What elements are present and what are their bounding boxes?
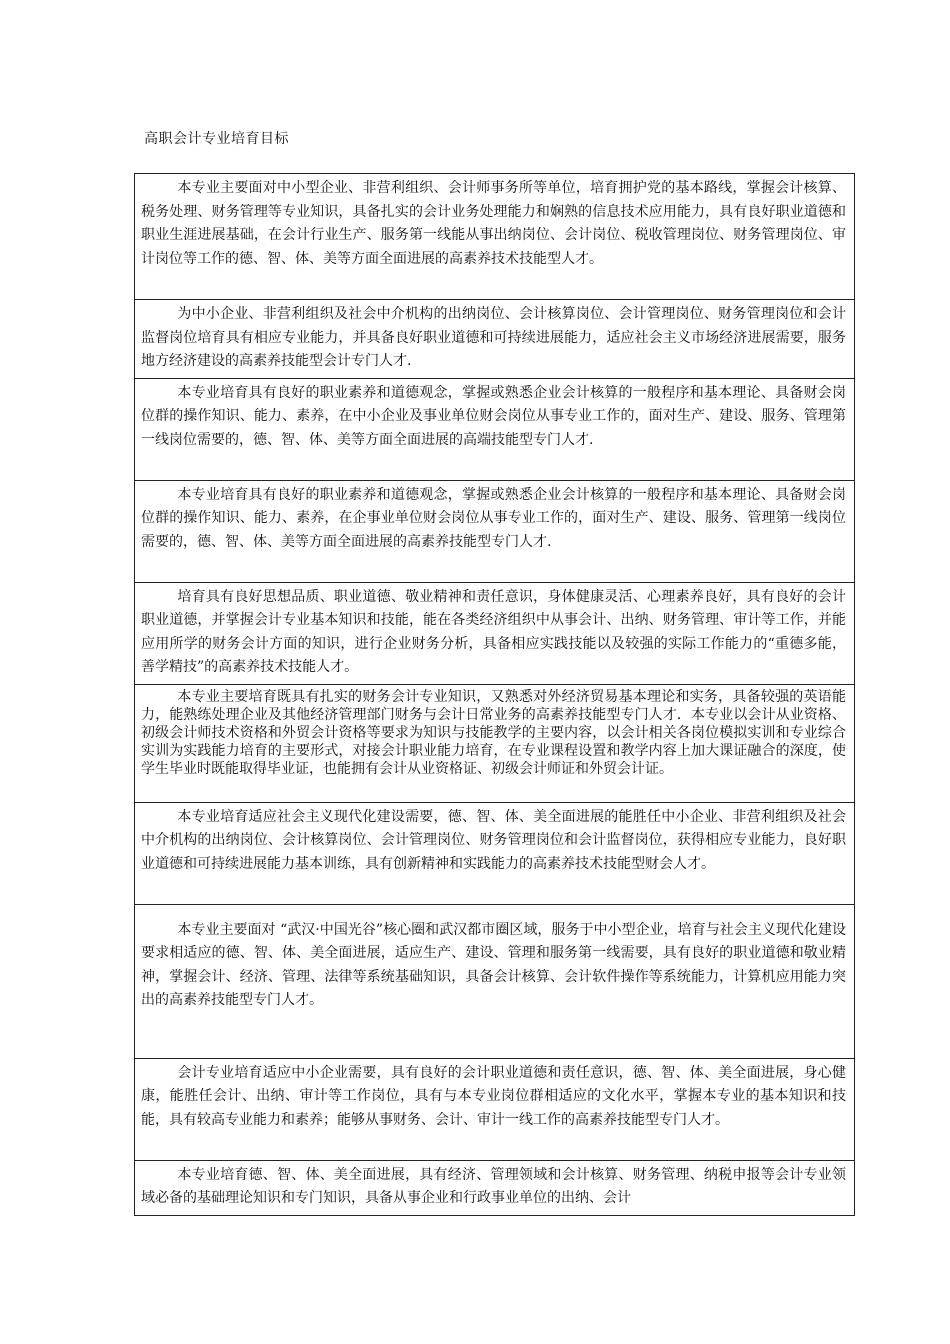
table-cell — [135, 802, 855, 904]
table-cell — [135, 582, 855, 684]
goal-text: 培育具有良好思想品质、职业道德、敬业精神和责任意识，身体健康灵活、心理素养良好，具有良好的会计职业道德，并掌握会计专业基本知识和技能，能在各类经济组织中从事会计、出纳、财务管理、审计等工作，并能应用所学的财务会计方面的知识，进行企业财务分析，具备相应实践技能以及较强的实际工作能力的“重德多能，善学精技”的高素养技术技能人才。 — [141, 588, 846, 675]
table-row — [135, 802, 855, 904]
table-row — [135, 904, 855, 1058]
goal-text: 本专业培育具有良好的职业素养和道德观念，掌握或熟悉企业会计核算的一般程序和基本理论、具备财会岗位群的操作知识、能力、素养，在中小企业及事业单位财会岗位从事专业工作的，面对生产、建设、服务、管理第一线岗位需要的，德、智、体、美等方面全面进展的高端技能型专门人才. — [141, 384, 846, 448]
table-row — [135, 684, 855, 802]
table-row — [135, 300, 855, 379]
goals-table — [134, 173, 855, 1216]
table-row — [135, 1160, 855, 1215]
goal-text: 本专业主要面对 “武汉·中国光谷”核心圈和武汉都市圈区域，服务于中小型企业，培育与社会主义现代化建设要求相适应的德、智、体、美全面进展，适应生产、建设、管理和服务第一线需要，具有良好的职业道德和敬业精神，掌握会计、经济、管理、法律等系统基础知识，具备会计核算、会计软件操作等系统能力，计算机应用能力突出的高素养技能型专门人才。 — [141, 921, 846, 1008]
table-cell — [135, 174, 855, 300]
goal-text: 本专业主要面对中小型企业、非营利组织、会计师事务所等单位，培育拥护党的基本路线，掌握会计核算、税务处理、财务管理等专业知识，具备扎实的会计业务处理能力和娴熟的信息技术应用能力，具有良好职业道德和职业生涯进展基础，在会计行业生产、服务第一线能从事出纳岗位、会计岗位、税收管理岗位、财务管理岗位、审计岗位等工作的德、智、体、美等方面全面进展的高素养技术技能型人才。 — [141, 180, 846, 267]
table-cell — [135, 684, 855, 802]
goal-text: 为中小企业、非营利组织及社会中介机构的出纳岗位、会计核算岗位、会计管理岗位、财务管理岗位和会计监督岗位培育具有相应专业能力，并具备良好职业道德和可持续进展能力，适应社会主义市场经济进展需要，服务地方经济建设的高素养技能型会计专门人才. — [141, 306, 846, 369]
table-cell — [135, 480, 855, 582]
goal-text: 本专业主要培育既具有扎实的财务会计专业知识，又熟悉对外经济贸易基本理论和实务，具备较强的英语能力，能熟练处理企业及其他经济管理部门财务与会计日常业务的高素养技能型专门人才．本专业以会计从业资格、初级会计师技术资格和外贸会计资格等要求为知识与技能教学的主要内容，以会计相关各岗位模拟实训和专业综合实训为实践能力培育的主要形式，对接会计职业能力培育，在专业课程设置和教学内容上加大课证融合的深度，使学生毕业时既能取得毕业证，也能拥有会计从业资格证、初级会计师证和外贸会计证。 — [141, 688, 846, 777]
goal-text: 本专业培育德、智、体、美全面进展，具有经济、管理领域和会计核算、财务管理、纳税申报等会计专业领域必备的基础理论知识和专门知识，具备从事企业和行政事业单位的出纳、会计 — [141, 1166, 846, 1206]
table-cell — [135, 1160, 855, 1215]
table-row — [135, 582, 855, 684]
table-row — [135, 480, 855, 582]
table-cell — [135, 904, 855, 1058]
table-cell — [135, 300, 855, 379]
table-row — [135, 378, 855, 480]
table-row — [135, 1058, 855, 1160]
goal-text: 会计专业培育适应中小企业需要，具有良好的会计职业道德和责任意识，德、智、体、美全面进展，身心健康，能胜任会计、出纳、审计等工作岗位，具有与本专业岗位群相适应的文化水平，掌握本专业的基本知识和技能，具有较高专业能力和素养；能够从事财务、会计、审计一线工作的高素养技能型专门人才。 — [141, 1064, 846, 1128]
goal-text: 本专业培育具有良好的职业素养和道德观念，掌握或熟悉企业会计核算的一般程序和基本理论、具备财会岗位群的操作知识、能力、素养，在企事业单位财会岗位从事专业工作的，面对生产、建设、服务、管理第一线岗位需要的，德、智、体、美等方面全面进展的高素养技能型专门人才. — [141, 486, 846, 550]
table-cell — [135, 1058, 855, 1160]
page-title: 高职会计专业培育目标 — [144, 131, 289, 147]
table-cell — [135, 378, 855, 480]
goal-text: 本专业培育适应社会主义现代化建设需要，德、智、体、美全面进展的能胜任中小企业、非营利组织及社会中介机构的出纳岗位、会计核算岗位、会计管理岗位、财务管理岗位和会计监督岗位，获得相应专业能力，良好职业道德和可持续进展能力基本训练，具有创新精神和实践能力的高素养技术技能型财会人才。 — [141, 808, 846, 872]
table-row — [135, 174, 855, 300]
